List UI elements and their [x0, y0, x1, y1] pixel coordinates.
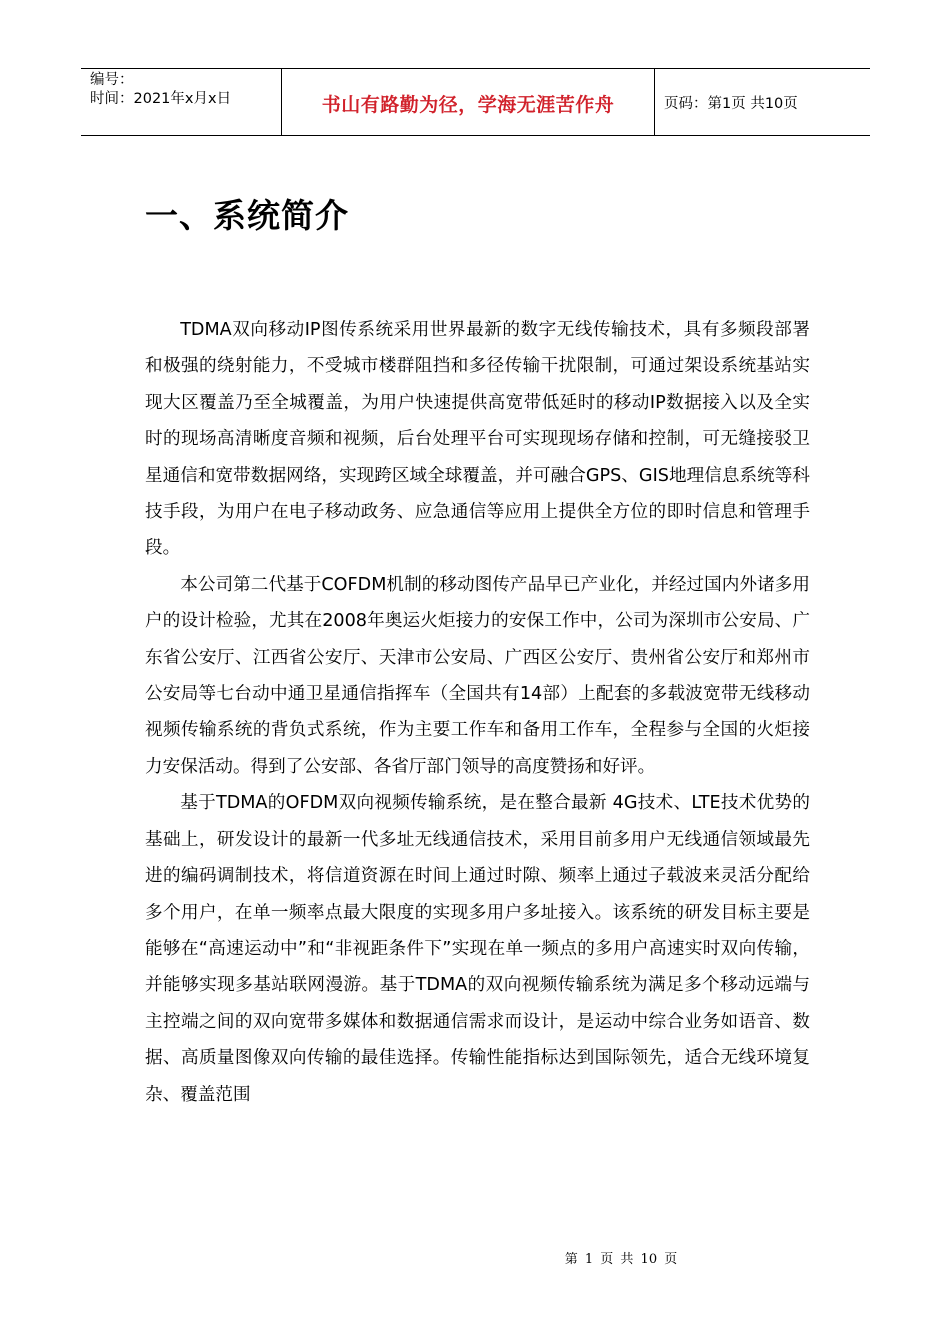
- header-left-cell: [81, 69, 281, 135]
- paragraph-2: 本公司第二代基于COFDM机制的移动图传产品早已产业化，并经过国内外诸多用户的设计检验，尤其在2008年奥运火炬接力的安保工作中，公司为深圳市公安局、广东省公安厅、江西省公安厅、天津市公安局、广西区公安厅、贵州省公安厅和郑州市公安局等七台动中通卫星通信指挥车（全国共有14部）上配套的多载波宽带无线移动视频传输系统的背负式系统，作为主要工作车和备用工作车，全程参与全国的火炬接力安保活动。得到了公安部、各省厅部门领导的高度赞扬和好评。: [145, 574, 810, 777]
- paragraph-3: 基于TDMA的OFDM双向视频传输系统，是在整合最新 4G技术、LTE技术优势的基础上，研发设计的最新一代多址无线通信技术，采用目前多用户无线通信领域最先进的编码调制技术，将信道资源在时间上通过时隙、频率上通过子载波来灵活分配给多个用户，在单一频率点最大限度的实现多用户多址接入。该系统的研发目标主要是能够在“高速运动中”和“非视距条件下”实现在单一频点的多用户高速实时双向传输，并能够实现多基站联网漫游。基于TDMA的双向视频传输系统为满足多个移动远端与主控端之间的双向宽带多媒体和数据通信需求而设计，是运动中综合业务如语音、数据、高质量图像双向传输的最佳选择。传输性能指标达到国际领先，适合无线环境复杂、覆盖范围: [145, 793, 810, 1105]
- header-table: [81, 68, 870, 136]
- header-motto: 书山有路勤为径，学海无涯苦作舟: [321, 93, 615, 116]
- section-title: 一、系统简介: [145, 196, 349, 235]
- header-page-info: 页码：第1页 共10页: [664, 95, 798, 112]
- serial-number-label: 编号：: [90, 72, 134, 88]
- header-page-cell: [655, 69, 870, 135]
- section-body: [145, 312, 810, 1113]
- footer-page-number: 第 1 页 共 10 页: [564, 1252, 678, 1267]
- paragraph-1: TDMA双向移动IP图传系统采用世界最新的数字无线传输技术，具有多频段部署和极强的绕射能力，不受城市楼群阻挡和多径传输干扰限制，可通过架设系统基站实现大区覆盖乃至全城覆盖，为用户快速提供高宽带低延时的移动IP数据接入以及全实时的现场高清晰度音频和视频，后台处理平台可实现现场存储和控制，可无缝接驳卫星通信和宽带数据网络，实现跨区域全球覆盖，并可融合GPS、GIS地理信息系统等科技手段，为用户在电子移动政务、应急通信等应用上提供全方位的即时信息和管理手段。: [145, 320, 810, 559]
- page-footer: [0, 1248, 950, 1267]
- header-motto-cell: [281, 69, 655, 135]
- date-label: 时间：2021年x月x日: [90, 91, 232, 107]
